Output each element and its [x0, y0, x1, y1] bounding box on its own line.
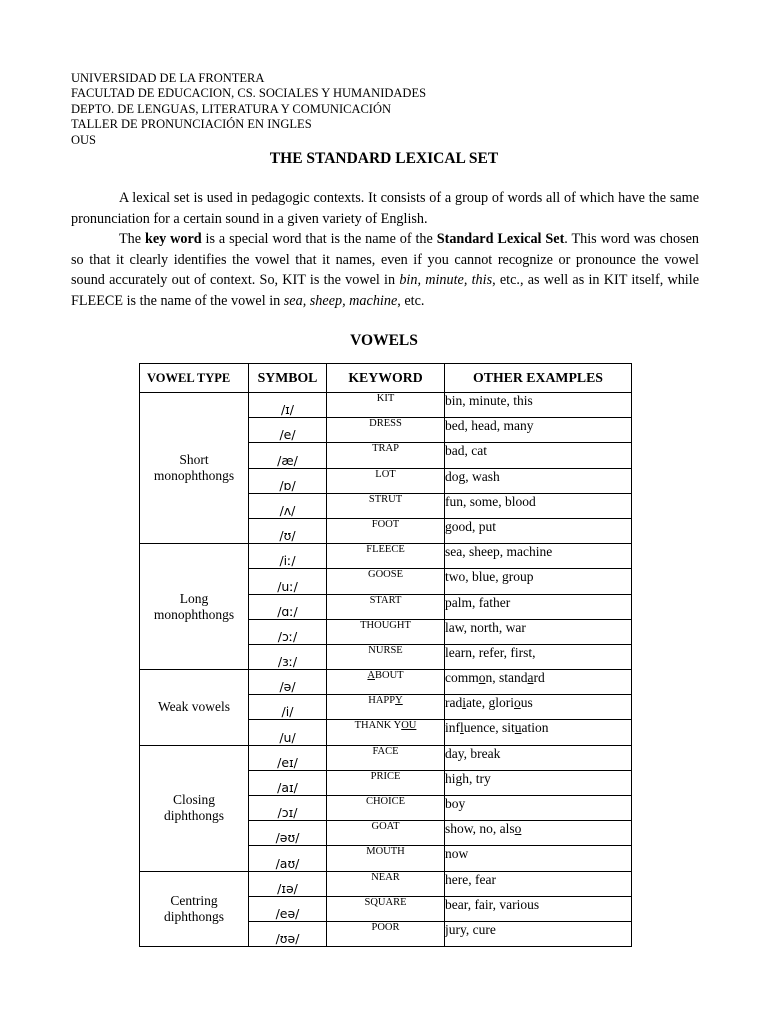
table-row	[140, 544, 632, 569]
keyword-cell: ABOUT	[327, 670, 445, 695]
keyword-cell: CHOICE	[327, 796, 445, 821]
key-word-term: key word	[144, 231, 202, 247]
vowels-heading: VOWELS	[350, 332, 418, 349]
examples-cell: law, north, war	[445, 619, 632, 644]
keyword-cell: GOAT	[327, 821, 445, 846]
symbol-cell: /ʊ/	[249, 518, 327, 543]
header-course: TALLER DE PRONUNCIACIÓN EN INGLES	[71, 117, 312, 132]
intro-paragraph-2: The key word is a special word that is the name of the Standard Lexical Set. This word was chosen so that it clearly identifies the vowel that it names, even if you cannot recognize or pronounce the vowel sound accurately out of context. So, KIT is the vowel in bin, minute, this, etc., as well as in KIT itself, while FLEECE is the name of the vowel in sea, sheep, machine, etc.	[71, 231, 699, 309]
keyword-cell: THOUGHT	[327, 619, 445, 644]
header-author: OUS	[71, 132, 97, 147]
keyword-cell: MOUTH	[327, 846, 445, 871]
column-header-keyword: KEYWORD	[327, 364, 445, 393]
vowel-type-cell: Closing diphthongs	[140, 745, 249, 871]
keyword-cell: FLEECE	[327, 544, 445, 569]
symbol-cell: /ɒ/	[249, 468, 327, 493]
keyword-cell: TRAP	[327, 443, 445, 468]
examples-cell: common, standard	[445, 670, 632, 695]
vowels-table	[139, 363, 632, 947]
table-row	[140, 670, 632, 695]
symbol-cell: /iː/	[249, 544, 327, 569]
examples-cell: fun, some, blood	[445, 493, 632, 518]
keyword-cell: NEAR	[327, 871, 445, 896]
symbol-cell: /əʊ/	[249, 821, 327, 846]
header-faculty: FACULTAD DE EDUCACION, CS. SOCIALES Y HUMANIDADES	[71, 86, 427, 101]
examples-cell: now	[445, 846, 632, 871]
examples-cell: influence, situation	[445, 720, 632, 745]
keyword-cell: NURSE	[327, 644, 445, 669]
keyword-cell: FOOT	[327, 518, 445, 543]
examples-cell: bin, minute, this	[445, 393, 632, 418]
keyword-cell: PRICE	[327, 770, 445, 795]
symbol-cell: /u/	[249, 720, 327, 745]
symbol-cell: /eɪ/	[249, 745, 327, 770]
examples-cell: learn, refer, first,	[445, 644, 632, 669]
symbol-cell: /ɪ/	[249, 393, 327, 418]
symbol-cell: /ɪə/	[249, 871, 327, 896]
vowel-type-cell: Short monophthongs	[140, 393, 249, 544]
keyword-cell: HAPPY	[327, 695, 445, 720]
table-row	[140, 393, 632, 418]
examples-cell: show, no, also	[445, 821, 632, 846]
column-header-vowel-type: VOWEL TYPE	[140, 364, 249, 393]
intro-paragraph-1: A lexical set is used in pedagogic contexts. It consists of a group of words all of which have the same pronunciation for a certain sound in a given variety of English.	[71, 190, 699, 227]
keyword-cell: GOOSE	[327, 569, 445, 594]
keyword-cell: FACE	[327, 745, 445, 770]
symbol-cell: /uː/	[249, 569, 327, 594]
examples-cell: dog, wash	[445, 468, 632, 493]
vowel-type-cell: Long monophthongs	[140, 544, 249, 670]
symbol-cell: /ɔɪ/	[249, 796, 327, 821]
symbol-cell: /ʌ/	[249, 493, 327, 518]
symbol-cell: /ʊə/	[249, 921, 327, 946]
examples-cell: here, fear	[445, 871, 632, 896]
examples-cell: good, put	[445, 518, 632, 543]
document-title: THE STANDARD LEXICAL SET	[269, 150, 499, 167]
examples-cell: sea, sheep, machine	[445, 544, 632, 569]
kit-examples: bin, minute, this	[399, 272, 493, 288]
keyword-cell: LOT	[327, 468, 445, 493]
examples-cell: jury, cure	[445, 921, 632, 946]
examples-cell: bad, cat	[445, 443, 632, 468]
fleece-examples: sea, sheep, machine	[283, 292, 398, 309]
table-row	[140, 871, 632, 896]
table-header-row	[140, 364, 632, 393]
examples-cell: day, break	[445, 745, 632, 770]
examples-cell: palm, father	[445, 594, 632, 619]
table-row	[140, 745, 632, 770]
symbol-cell: /ɜː/	[249, 644, 327, 669]
examples-cell: two, blue, group	[445, 569, 632, 594]
header-department: DEPTO. DE LENGUAS, LITERATURA Y COMUNICACIÓN	[71, 101, 392, 116]
keyword-cell: DRESS	[327, 418, 445, 443]
institution-header	[71, 71, 426, 148]
header-university: UNIVERSIDAD DE LA FRONTERA	[71, 71, 265, 85]
examples-cell: radiate, glorious	[445, 695, 632, 720]
column-header-symbol: SYMBOL	[249, 364, 327, 393]
examples-cell: bed, head, many	[445, 418, 632, 443]
vowel-type-cell: Weak vowels	[140, 670, 249, 746]
symbol-cell: /æ/	[249, 443, 327, 468]
keyword-cell: KIT	[327, 393, 445, 418]
symbol-cell: /aʊ/	[249, 846, 327, 871]
examples-cell: bear, fair, various	[445, 896, 632, 921]
keyword-cell: STRUT	[327, 493, 445, 518]
column-header-other-examples: OTHER EXAMPLES	[445, 364, 632, 393]
symbol-cell: /ɑː/	[249, 594, 327, 619]
symbol-cell: /i/	[249, 695, 327, 720]
keyword-cell: SQUARE	[327, 896, 445, 921]
table-body	[140, 393, 632, 947]
symbol-cell: /e/	[249, 418, 327, 443]
keyword-cell: START	[327, 594, 445, 619]
vowel-type-cell: Centring diphthongs	[140, 871, 249, 947]
intro-text	[71, 188, 699, 311]
symbol-cell: /ɔː/	[249, 619, 327, 644]
symbol-cell: /aɪ/	[249, 770, 327, 795]
keyword-cell: THANK YOU	[327, 720, 445, 745]
symbol-cell: /eə/	[249, 896, 327, 921]
examples-cell: boy	[445, 796, 632, 821]
standard-lexical-set-term: Standard Lexical Set	[436, 231, 565, 247]
keyword-cell: POOR	[327, 921, 445, 946]
examples-cell: high, try	[445, 770, 632, 795]
symbol-cell: /ə/	[249, 670, 327, 695]
